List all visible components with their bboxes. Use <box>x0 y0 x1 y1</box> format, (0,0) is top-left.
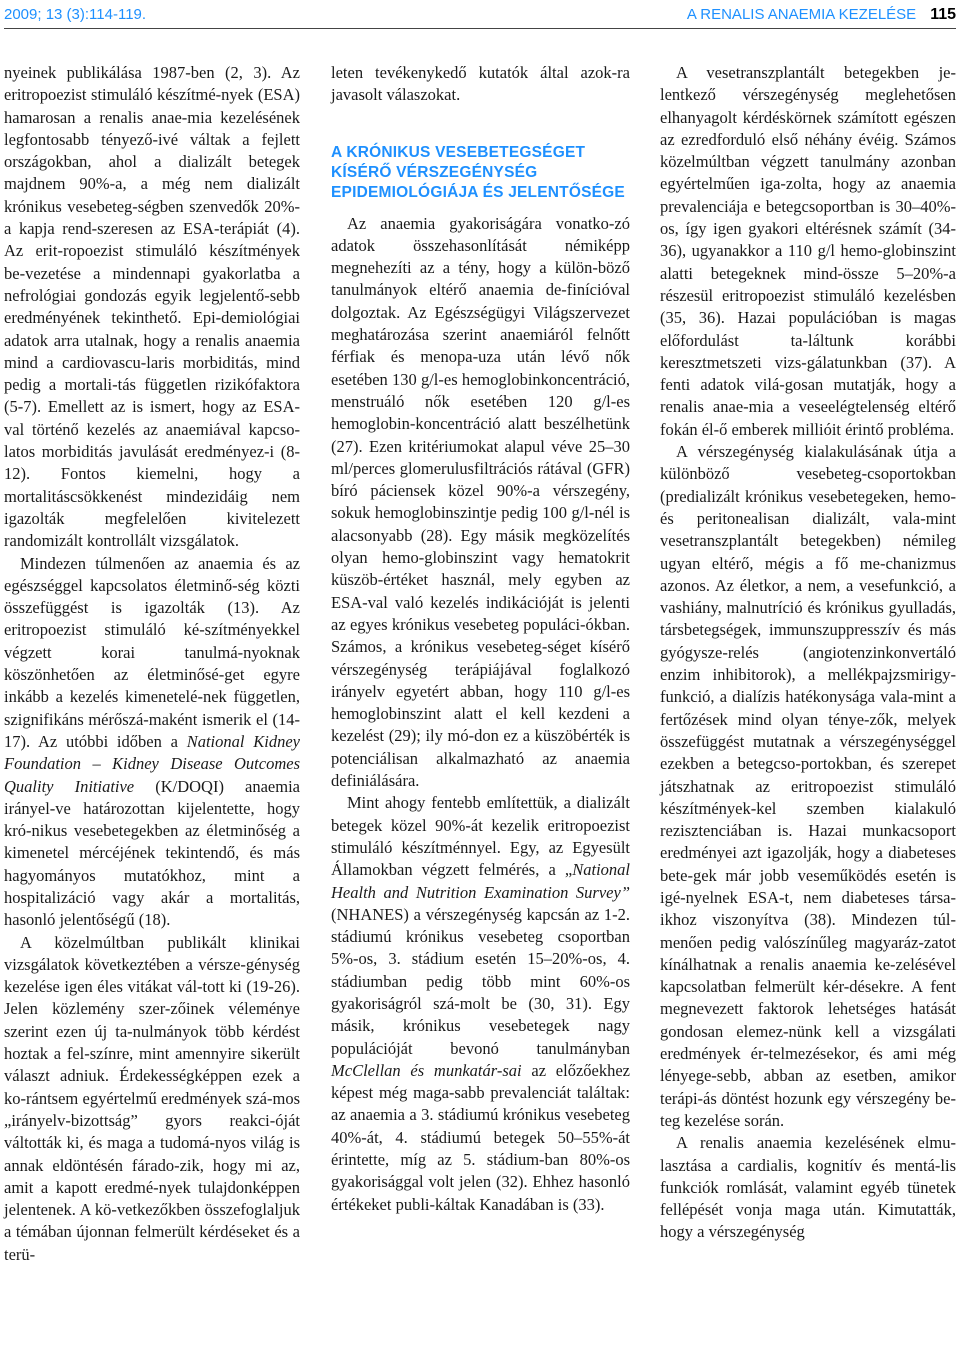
text-column-3 <box>660 62 956 1244</box>
paragraph <box>4 553 300 932</box>
running-header <box>4 2 956 30</box>
italic-reference: National Kidney Foundation – Kidney Disease Outcomes Quality Initiative <box>4 731 300 796</box>
running-title: A RENALIS ANAEMIA KEZELÉSE <box>686 6 917 23</box>
italic-reference: McClellan és munkatár-sai <box>331 1060 522 1080</box>
section-heading: A KRÓNIKUS VESEBETEGSÉGET KÍSÉRŐ VÉRSZEGÉNYSÉG EPIDEMIOLÓGIÁJA ÉS JELENTŐSÉGE <box>331 143 625 201</box>
italic-reference: National Health and Nutrition Examination Survey” <box>331 860 630 902</box>
paragraph: A vérszegénység kialakulásának útja a különböző vesebeteg-csoportokban (predializált krónikus vesebetegeken, hemo- és peritonealisan dializált, vala-mint vesetranszplantált betegekben) némileg ugyan eltérő, mégis a fő me-chanizmus azonos. Az életkor, a nem, a vesefunkció, a vashiány, malnutríció és krónikus gyulladás, társbetegségek, immunszuppresszív és más gyógysze-relés (angiotenzinkonvertáló enzim inhibitorok), a mellékpajzsmirigy-funkció, a dialízis hatékonysága vala-mint a fertőzések mind olyan ténye-zők, melyek összefüggést mutatnak a vérszegénységgel ezekben a betegcso-portokban, és szerepet játszhatnak az eritropoezist stimuláló készítmények-kel szemben kialakuló rezisztenciában is. Hazai munkacsoport eredményei azt igazolják, hogy a diabeteses bete-gek már jobb veseműködés esetén is igé-nyelnek ESA-t, nem diabeteses társa-ikhoz viszonyítva (38). Mindezen túl-menően pedig valószínűleg magyaráz-zatot kínálhatnak a renalis anaemia ke-zelésével kapcsolatban felmerült kér-désekre. A fent megnevezett faktorok lehetséges hatását gondosan elemez-nünk kell a vizsgálati eredmények ér-telmezésekor, és ami még lényege-sebb, abban az esetben, amikor terápi-ás döntést hozunk egy vérszegény be-teg kezelése során. <box>660 442 956 1130</box>
paragraph: A renalis anaemia kezelésének elmu-lasztása a cardialis, kognitív és mentá-lis funkciók romlását, valamint egyéb tünetek fellépését vonja maga után. Kimutatták, hogy a vérszegénység <box>660 1133 956 1242</box>
paragraph <box>331 792 630 1216</box>
paragraph: A vesetranszplantált betegekben je-lentkező vérszegénység meglehetősen elhanyagolt kérdéskörnek számított egészen az ezredforduló első néhány évéig. Számos közelmúltban végzett tanulmány azonban egyértelműen iga-zolta, hogy az anaemia prevalenciája e betegcsoportban is 30–40%-os, így igen gyakori eltérésnek számít (34-36), ugyanakkor a 110 g/l hemo-globinszint alatti betegeknek mind-össze 5–20%-a részesül eritropoezist stimuláló kezelésben (35, 36). Hazai populációban is magas előfordulást ta-láltunk korábbi keresztmetszeti vizs-gálatunkban (37). A fenti adatok vilá-gosan mutatják, hogy a renalis anae-mia a veseelégtelenség eltérő fokán él-ő emberek millióit érintő probléma. <box>660 63 956 439</box>
paragraph: nyeinek publikálása 1987-ben (2, 3). Az eritropoezist stimuláló készítmé-nyek (ESA) hamarosan a renalis anae-mia kezelésének legfontosabb tényező-ivé váltak a fejlett országokban, ahol a dializált betegek majdnem 90%-a, a még nem dializált krónikus vesebeteg-ségben szenvedők 20%-a kapja rend-szeresen az ESA-terápiát (4). Az erit-ropoezist stimuláló készítmények be-vezetése a mindennapi gyakorlatba a nefrológiai gondozás egyik legjelentő-sebb eredményének tekinthető. Epi-demiológiai adatok arra utalnak, hogy a renalis anaemia mind a cardiovascu-laris morbiditás, mind pedig a mortali-tás független rizikófaktora (5-7). Emellett az is ismert, hogy az ESA-val történő kezelés az anaemiával kapcso-latos morbiditás javulását eredményez-i (8-12). Fontos kiemelni, hogy a mortalitáscsökkenést mindezidáig nem igazolták megfelelően kivitelezett randomizált kontrollált vizsgálatok. <box>4 63 300 551</box>
running-title-block <box>687 6 956 24</box>
paragraph-text: az előzőekhez képest még maga-sabb prevalenciát találtak: az anaemia a 3. stádiumú krónikus vesebeteg 40%-át, 4. stádiumú betegek 50–55%-át érintette, míg az 5. stádium-ban 80%-os gyakorisággal volt jelen (32). Ehhez hasonló értékeket publi-káltak Kanadában is (33). <box>331 1060 630 1214</box>
paragraph: Az anaemia gyakoriságára vonatko-zó adatok összehasonlítását némiképp megnehezíti az a tény, hogy a külön-böző tanulmányok eltérő anaemia de-finícióval dolgoztak. Az Egészségügyi Világszervezet meghatározása szerint anaemiáról felnőtt férfiak és menopa-uza után lévő nők esetében 130 g/l-es hemoglobinkoncentráció, menstruáló nők esetében 120 g/l-es hemoglobin-koncentráció alatt beszélhetünk (27). Ezen kritériumokat alapul véve 25–30 ml/perces glomerulusfiltrációs rátával (GFR) bíró páciensek közel 90%-a vérszegény, sokuk hemoglobinszintje pedig 100 g/l-nél is alacsonyabb (28). Egy másik megközelítés olyan hemo-globinszint vagy hematokrit küszöb-értéket használ, mely egyben az ESA-val való kezelés indikációját is jelenti az egyes krónikus vesebeteg populáci-ókban. Számos, a krónikus vesebeteg-séget kísérő vérszegénység terápiájával foglalkozó irányelv egyetért abban, hogy 110 g/l-es hemoglobinszint alatt el kell kezdeni a kezelést (29); ily mó-don ez a küszöbérték is potenciálisan alkalmazható az anaemia definiálására. <box>331 213 630 791</box>
paragraph-text: Mint ahogy fentebb említettük, a dializált betegek közel 90%-át kezelik eritropoezist stimuláló készítménnyel. Egy, az Egyesült Államokban végzett felmérés, a „ <box>331 793 630 880</box>
paragraph: A közelmúltban publikált klinikai vizsgálatok következtében a vérsze-génység kezelése igen éles vitákat vál-tott ki (19-26). Jelen közlemény szer-zőinek véleménye szerint ezen új ta-nulmányok több kérdést hoztak a fel-színre, mint amennyire sikerült választ adniuk. Érdekességképpen ezek a ko-rántsem egyértelmű eredmények szá-mos „irányelv-bizottság” gyors reakci-óját váltották ki, és maga a tudomá-nyos világ is annak eldöntésén fárado-zik, hogy mi az, amit a kapott eredmé-nyek tulajdonképpen jelentenek. A kö-vetkezőkben összefoglaljuk a témában újonnan felmerült kérdéseket és a terü- <box>4 932 300 1264</box>
paragraph-text: (NHANES) a vérszegénység kapcsán az 1-2. stádiumú krónikus vesebeteg csoportban 5%-os, 3. stádium esetén 15–20%-os, 4. stádiumban pedig több mint 60%-os gyakoriságról szá-molt be (30, 31). Egy másik, krónikus vesebetegek nagy populációját bevonó tanulmányban <box>331 904 630 1058</box>
text-column-1 <box>4 62 300 1266</box>
citation-info: 2009; 13 (3):114-119. <box>4 6 147 23</box>
page-number: 115 <box>930 6 956 23</box>
header-rule <box>4 28 956 29</box>
paragraph-text: (K/DOQI) anaemia irányel-ve határozottan kijelentette, hogy kró-nikus vesebetegekben az életminőség a kimenetel mércéjének tekintendő, és más hagyományos mutatókhoz, mint a hospitalizáció vagy akár a mortalitás, hasonló jelentőségű (18). <box>4 776 300 930</box>
paragraph: leten tevékenykedő kutatók által azok-ra javasolt válaszokat. <box>331 63 630 105</box>
paragraph-text: Mindezen túlmenően az anaemia és az egészséggel kapcsolatos életminő-ség közti összefüggést is igazolták (13). Az eritropoezist stimuláló ké-szítményekkel végzett korai tanulmá-nyoknak köszönhetően az életminősé-get egyre inkább a kezelés kimenetelé-nek független, szignifikáns mérőszá-maként ismerik el (14-17). Az utóbbi időben a <box>4 553 300 751</box>
text-column-2 <box>331 62 630 1216</box>
